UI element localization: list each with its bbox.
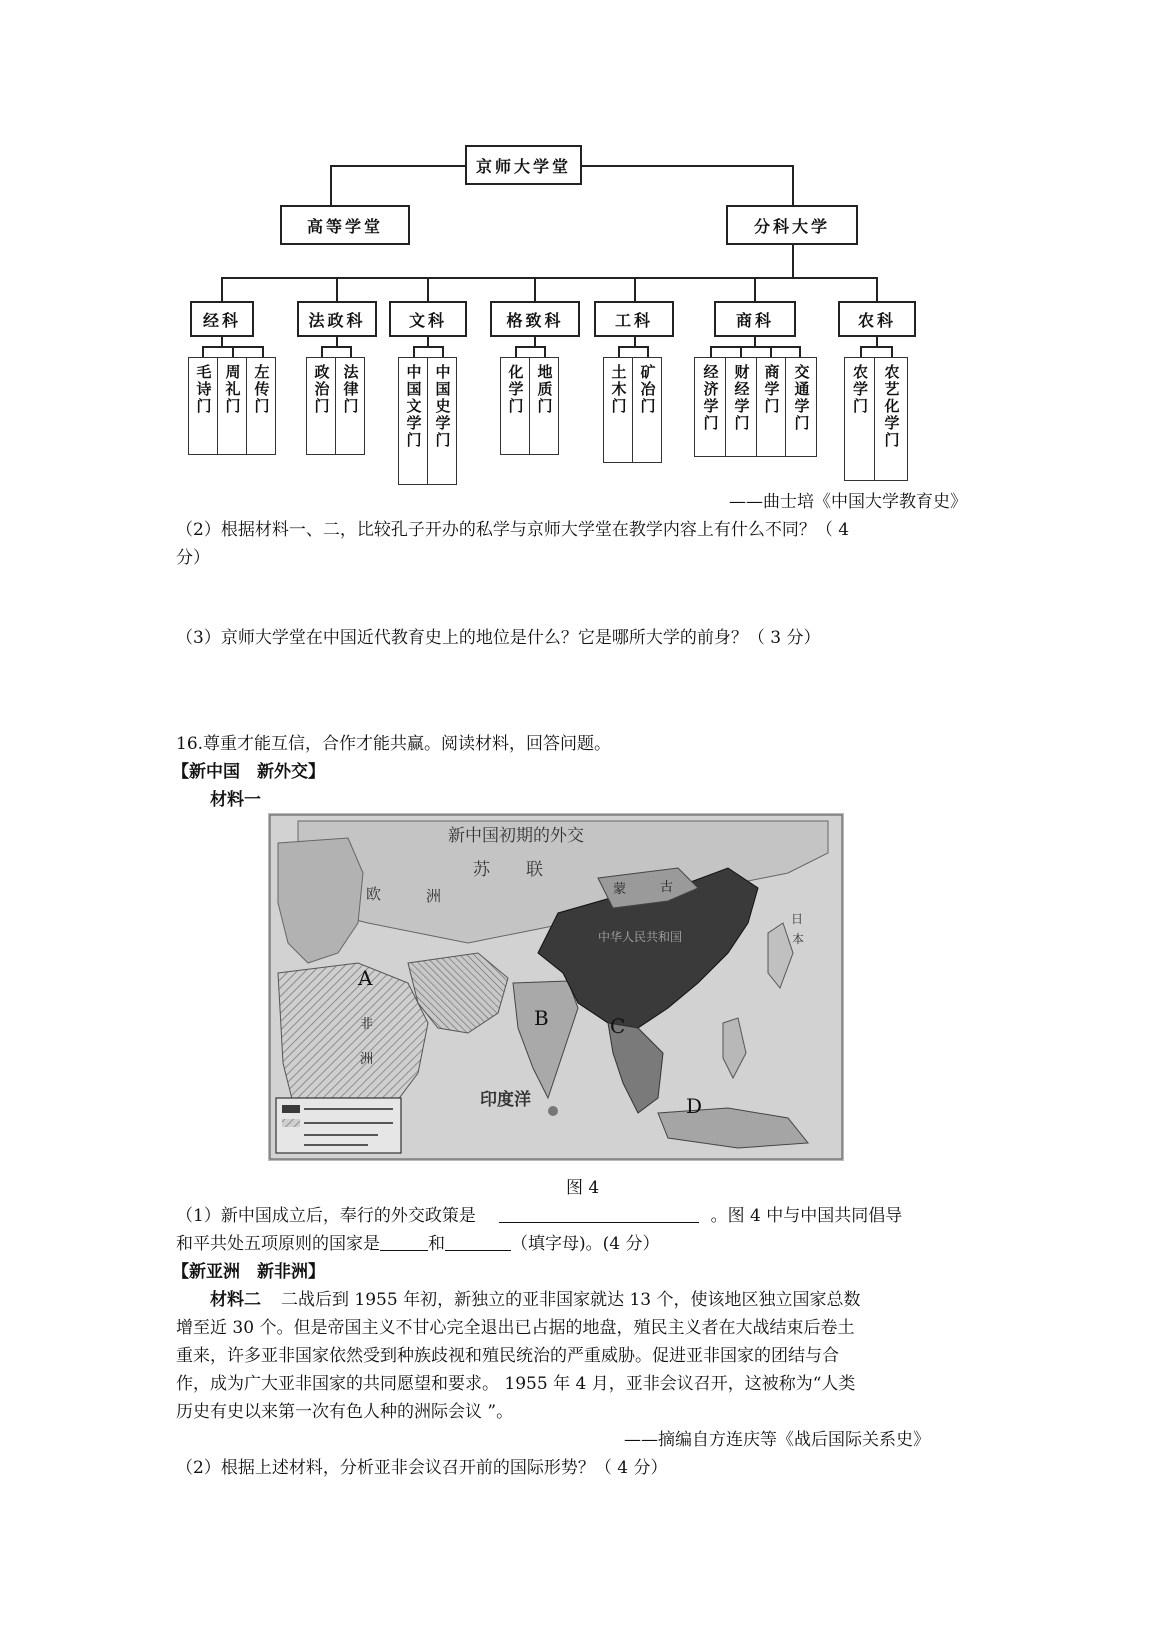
- figure-caption: 图 4: [566, 1178, 600, 1198]
- map-label-meng: 蒙: [613, 882, 627, 897]
- subject-leaf: [694, 357, 726, 457]
- subject-leaf: [217, 357, 247, 455]
- material-2-line-1: 增至近 30 个。但是帝国主义不甘心完全退出已占据的地盘，殖民主义者在大战结束后卷土: [176, 1318, 855, 1338]
- q16-1-text-b: 。图 4 中与中国共同倡导: [710, 1206, 903, 1226]
- subject-label: 财经学门: [732, 364, 751, 432]
- material-2-line-0: [210, 1286, 861, 1314]
- q16-1-text-c: 和平共处五项原则的国家是: [176, 1234, 380, 1254]
- diplomacy-map: [268, 813, 844, 1161]
- answer-blank-country-2[interactable]: [445, 1232, 511, 1251]
- subject-leaf: [500, 357, 530, 455]
- material-2-text: 二战后到 1955 年初，新独立的亚非国家就达 13 个，使该地区独立国家总数: [281, 1290, 861, 1310]
- map-label-gu: 古: [660, 880, 674, 895]
- subject-label: 中国文学门: [404, 364, 423, 449]
- subject-label: 法律门: [341, 364, 360, 415]
- subject-leaf: [246, 357, 276, 455]
- map-letter-c: C: [610, 1014, 626, 1038]
- map-title: 新中国初期的外交: [448, 826, 584, 845]
- subject-label: 政治门: [312, 364, 331, 415]
- material-2-line-4: 历史有史以来第一次有色人种的洲际会议 ”。: [176, 1402, 514, 1422]
- question-16: 16.尊重才能互信，合作才能共赢。阅读材料，回答问题。: [176, 734, 612, 754]
- answer-blank-country-1[interactable]: [380, 1232, 428, 1251]
- subject-leaf: [756, 357, 786, 457]
- q16-1-text-d: 和: [428, 1234, 445, 1254]
- chart-source: ——曲士培《中国大学教育史》: [729, 492, 967, 512]
- subject-leaf: [398, 357, 428, 485]
- section-heading-2: 【新亚洲 新非洲】: [172, 1262, 325, 1282]
- faculty-label: 格致科: [506, 310, 564, 330]
- subject-label: 经济学门: [701, 364, 720, 432]
- subject-leaf: [427, 357, 457, 485]
- faculty-box-0: [190, 301, 254, 337]
- subject-leaf: [785, 357, 817, 457]
- subject-leaf: [603, 357, 633, 463]
- org-root-label: 京师大学堂: [475, 156, 571, 176]
- question-16-1-line2: [176, 1230, 659, 1258]
- subject-label: 左传门: [252, 364, 271, 415]
- subject-leaf: [725, 357, 757, 457]
- connector: [582, 165, 792, 167]
- subject-leaf: [306, 357, 336, 455]
- q16-1-text-e: （填字母)。(4 分）: [511, 1234, 660, 1254]
- question-2-line2: 分）: [176, 548, 210, 568]
- org-level1-box-0: [280, 205, 410, 245]
- answer-blank-policy[interactable]: [499, 1204, 699, 1223]
- question-3: （3）京师大学堂在中国近代教育史上的地位是什么？它是哪所大学的前身？（ 3 分）: [176, 628, 821, 648]
- map-label-ocean: 印度洋: [480, 1090, 531, 1110]
- subject-label: 农艺化学门: [882, 364, 901, 449]
- section-heading-1: 【新中国 新外交】: [172, 762, 325, 782]
- map-letter-a: A: [358, 966, 373, 990]
- org-root-box: [465, 145, 582, 185]
- subject-label: 交通学门: [792, 364, 811, 432]
- faculty-label: 农科: [857, 310, 896, 330]
- faculty-box-1: [297, 301, 377, 337]
- faculty-label: 法政科: [308, 310, 366, 330]
- org-level1-label: 分科大学: [753, 216, 830, 236]
- q16-1-text-a: （1）新中国成立后，奉行的外交政策是: [176, 1206, 476, 1226]
- connector: [330, 165, 465, 167]
- question-16-2: （2）根据上述材料，分析亚非会议召开前的国际形势？（ 4 分）: [176, 1458, 668, 1478]
- map-label-ri: 日: [791, 912, 804, 926]
- map-label-ben: 本: [792, 932, 805, 946]
- subject-label: 商学门: [762, 364, 781, 415]
- connector: [792, 245, 794, 277]
- connector: [792, 165, 794, 205]
- map-label-ou: 欧: [366, 885, 382, 903]
- org-level1-box-1: [726, 205, 858, 245]
- subject-leaf: [335, 357, 365, 455]
- faculty-label: 商科: [735, 310, 774, 330]
- map-letter-d: D: [686, 1094, 703, 1118]
- material-2-label: 材料二: [210, 1290, 261, 1310]
- map-label-su: 苏: [473, 860, 490, 880]
- subject-leaf: [188, 357, 218, 455]
- material-2-line-2: 重来，许多亚非国家依然受到种族歧视和殖民统治的严重威胁。促进亚非国家的团结与合: [176, 1346, 839, 1366]
- subject-label: 农学门: [851, 364, 869, 415]
- question-2-line1: （2）根据材料一、二，比较孔子开办的私学与京师大学堂在教学内容上有什么不同？（ 4: [176, 520, 850, 540]
- subject-label: 矿冶门: [638, 364, 657, 415]
- connector: [330, 165, 332, 205]
- map-letter-b: B: [534, 1006, 549, 1030]
- org-level1-label: 高等学堂: [306, 216, 383, 236]
- subject-leaf: [844, 357, 875, 481]
- subject-label: 化学门: [506, 364, 525, 415]
- material-2-line-3: 作，成为广大亚非国家的共同愿望和要求。 1955 年 4 月，亚非会议召开，这被称为“人类: [176, 1374, 856, 1394]
- subject-label: 周礼门: [223, 364, 242, 415]
- material-1-label: 材料一: [210, 790, 261, 810]
- faculty-label: 经科: [202, 310, 241, 330]
- faculty-box-3: [490, 301, 580, 337]
- faculty-box-5: [714, 301, 796, 337]
- faculty-box-4: [594, 301, 674, 337]
- subject-label: 地质门: [535, 364, 554, 415]
- subject-label: 中国史学门: [433, 364, 452, 449]
- map-label-prc: 中华人民共和国: [598, 930, 683, 944]
- map-label-lian: 联: [526, 860, 543, 880]
- subject-leaf: [529, 357, 559, 455]
- faculty-label: 文科: [408, 310, 447, 330]
- subject-leaf: [632, 357, 662, 463]
- question-16-1-line1: [176, 1202, 902, 1230]
- subject-label: 毛诗门: [194, 364, 213, 415]
- material-2-source: ——摘编自方连庆等《战后国际关系史》: [624, 1430, 930, 1450]
- map-label-zhou: 洲: [426, 887, 442, 905]
- map-label-fei: 非: [360, 1017, 374, 1032]
- faculty-label: 工科: [614, 310, 653, 330]
- subject-leaf: [874, 357, 908, 481]
- connector: [221, 277, 876, 279]
- faculty-box-2: [389, 301, 467, 337]
- subject-label: 土木门: [609, 364, 628, 415]
- faculty-box-6: [838, 301, 916, 337]
- map-label-fzhou: 洲: [360, 1052, 374, 1067]
